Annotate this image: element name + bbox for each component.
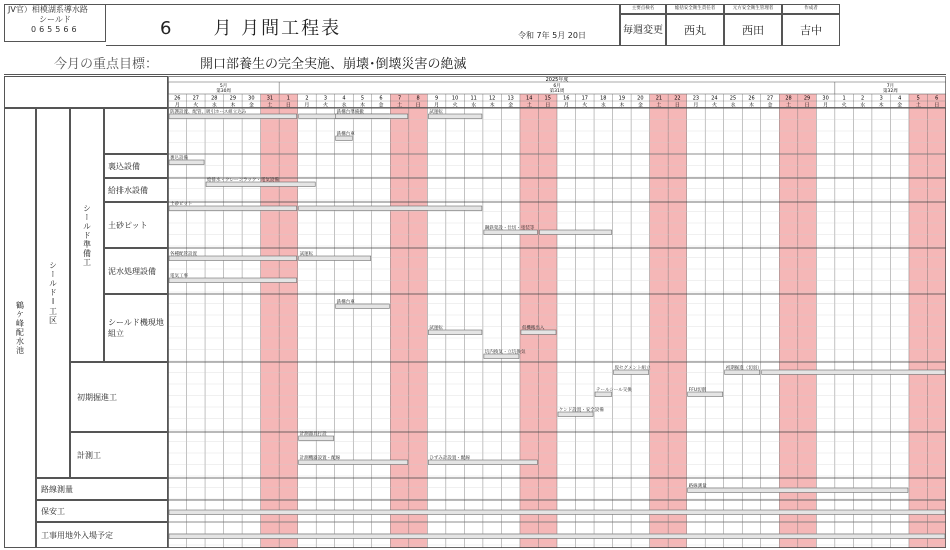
- project-line: シールド: [39, 15, 71, 24]
- weekday-label: 火: [193, 102, 199, 109]
- weekday-label: 月: [693, 102, 699, 109]
- weekday-label: 日: [674, 102, 680, 109]
- weekday-label: 日: [934, 102, 940, 109]
- holiday-column: [409, 94, 428, 548]
- weekday-label: 土: [915, 102, 921, 109]
- month-label: 6月: [553, 84, 561, 89]
- week-label: 第30周: [216, 89, 231, 94]
- weekday-label: 水: [341, 102, 347, 109]
- day-number: 5: [360, 95, 365, 102]
- weekday-label: 日: [545, 102, 551, 109]
- row-label: 初期掘進工: [70, 362, 168, 432]
- weekday-label: 月: [434, 102, 440, 109]
- task-label: FFU切削: [688, 388, 707, 393]
- weekday-label: 日: [285, 102, 291, 109]
- day-number: 22: [674, 95, 681, 102]
- row-label: シールド機現地組立: [104, 294, 168, 362]
- task-label: 鉄構台準備撤: [336, 110, 364, 115]
- task-label: 給排水・クレーンラック・電気設備: [207, 178, 279, 183]
- row-label: 給排水設備: [104, 178, 168, 202]
- weekday-label: 金: [767, 102, 773, 109]
- day-number: 21: [655, 95, 663, 102]
- weekday-label: 木: [489, 102, 495, 109]
- sig-label: 総括安全衛生責任者: [666, 4, 724, 14]
- weekday-label: 火: [452, 102, 458, 109]
- task-label: 仮機搬出入: [521, 326, 545, 331]
- weekday-label: 木: [619, 102, 625, 109]
- task-label: 鉄構台車: [336, 300, 355, 305]
- row-label: 裏込設備: [104, 154, 168, 178]
- weekday-label: 月: [563, 102, 569, 109]
- weekday-label: 土: [397, 102, 403, 109]
- weekday-label: 木: [359, 102, 366, 109]
- weekday-label: 土: [526, 102, 532, 109]
- weekday-label: 月: [304, 102, 310, 109]
- sig-value: 西田: [724, 14, 782, 46]
- weekday-label: 日: [415, 102, 421, 109]
- row-label: 泥水処理設備: [104, 248, 168, 294]
- goal-row: [4, 46, 946, 75]
- task-bar: [539, 230, 611, 235]
- holiday-column: [927, 94, 946, 548]
- weekday-label: 木: [878, 102, 884, 109]
- corner-cell: [4, 76, 168, 108]
- task-label: テールシール交換: [596, 388, 632, 393]
- task-bar: [169, 278, 297, 283]
- day-number: 27: [766, 95, 774, 102]
- day-number: 7: [397, 95, 402, 102]
- day-number: 28: [785, 95, 792, 102]
- row-label: 路線測量: [36, 478, 168, 500]
- day-number: 17: [581, 95, 588, 102]
- weekday-label: 水: [600, 102, 606, 109]
- prep-top-blank: [104, 108, 168, 154]
- holiday-column: [779, 94, 798, 548]
- left-labels: [4, 108, 168, 548]
- day-number: 26: [748, 95, 755, 102]
- holiday-column: [279, 94, 298, 548]
- sig-value: 吉中: [782, 14, 840, 46]
- weekday-label: 火: [322, 102, 328, 109]
- weekday-label: 日: [804, 102, 810, 109]
- task-label: 坑内換気・立坑換気: [484, 350, 526, 355]
- project-info: [4, 4, 106, 42]
- weekday-label: 火: [711, 102, 717, 109]
- day-number: 6: [935, 95, 939, 102]
- day-number: 1: [842, 95, 846, 102]
- holiday-column: [520, 94, 539, 548]
- task-bar: [762, 370, 945, 375]
- day-number: 28: [211, 95, 218, 102]
- day-number: 15: [544, 95, 551, 102]
- weekday-label: 金: [897, 102, 903, 109]
- project-line: 065566: [31, 25, 80, 34]
- weekday-label: 金: [508, 102, 514, 109]
- goal-text: 開口部養生の完全実施、崩壊･倒壊災害の絶滅: [200, 57, 467, 72]
- task-label: 試運転: [299, 252, 314, 257]
- day-number: 12: [488, 95, 496, 102]
- task-label: 鋼鉄架設・仕切・塗装等: [484, 226, 535, 231]
- day-number: 30: [822, 95, 829, 102]
- weekday-label: 木: [230, 102, 236, 109]
- day-number: 29: [803, 95, 811, 102]
- day-number: 10: [451, 95, 459, 102]
- day-number: 31: [266, 95, 274, 102]
- task-label: 計測機器設置・配線: [299, 456, 341, 461]
- task-label: 仮セグメント組立: [614, 366, 651, 371]
- task-bar: [299, 206, 482, 211]
- row-label: 計測工: [70, 432, 168, 478]
- gantt-grid: [168, 76, 946, 548]
- day-number: 26: [174, 95, 181, 102]
- weekday-label: 月: [823, 102, 829, 109]
- row-label: 土砂ピット: [104, 202, 168, 248]
- day-number: 8: [416, 95, 420, 102]
- row-label: 保安工: [36, 500, 168, 522]
- week-label: 第31周: [549, 89, 565, 94]
- task-label: 電気工事: [170, 274, 188, 279]
- task-label: 路線測量: [688, 484, 707, 489]
- task-label: 計測器具打設: [299, 432, 327, 437]
- task-bar: [688, 488, 908, 493]
- day-number: 2: [305, 95, 309, 102]
- row-label: 工事用地外入場予定: [36, 522, 168, 548]
- sig-label: 主要点検名: [620, 4, 666, 14]
- holiday-column: [538, 94, 557, 548]
- month-label: 7月: [886, 84, 895, 89]
- task-label: 土砂ピット: [170, 202, 193, 207]
- weekday-label: 金: [378, 102, 384, 109]
- sig-value: 毎週変更: [620, 14, 666, 46]
- sig-label: 作成者: [782, 4, 840, 14]
- weekday-label: 水: [730, 102, 736, 109]
- sig-label: 元方安全衛生管理者: [724, 4, 782, 14]
- weekday-label: 金: [637, 102, 643, 109]
- site-label: 鶴ケ峰配水池: [4, 108, 36, 548]
- task-label: 裏込設備: [170, 156, 188, 161]
- day-number: 20: [637, 95, 644, 102]
- prep-label: シールド準備工: [70, 108, 104, 362]
- title-text: 月 月間工程表: [213, 18, 342, 39]
- day-number: 30: [248, 95, 255, 102]
- task-label: 各種配管設置: [170, 252, 197, 257]
- year-label: 2025年度: [545, 77, 569, 83]
- section-label: シールドⅠ工区: [36, 108, 70, 478]
- month-label: 5月: [219, 84, 228, 89]
- weekday-label: 金: [248, 102, 254, 109]
- project-line: JV官）相模湖系導水路: [8, 5, 88, 14]
- weekday-label: 火: [582, 102, 588, 109]
- signature-block: [620, 4, 840, 46]
- task-bar: [169, 534, 945, 539]
- day-number: 1: [286, 95, 290, 102]
- day-number: 3: [323, 95, 328, 102]
- day-number: 16: [563, 95, 570, 102]
- page-title: [160, 14, 341, 40]
- day-number: 27: [192, 95, 199, 102]
- holiday-column: [798, 94, 817, 548]
- day-number: 4: [342, 95, 346, 102]
- day-number: 24: [711, 95, 718, 102]
- day-number: 18: [600, 95, 607, 102]
- sig-value: 西丸: [666, 14, 724, 46]
- day-number: 11: [470, 95, 477, 102]
- task-label: 防護設置、配管、吸引ホース組立込み: [170, 110, 247, 115]
- day-number: 5: [916, 95, 920, 102]
- weekday-label: 土: [267, 102, 273, 109]
- day-number: 23: [692, 95, 700, 102]
- day-number: 2: [861, 95, 865, 102]
- weekday-label: 土: [656, 102, 662, 109]
- day-number: 13: [507, 95, 514, 102]
- task-bar: [169, 510, 945, 515]
- day-number: 4: [898, 95, 902, 102]
- weekday-label: 土: [786, 102, 792, 109]
- day-number: 29: [229, 95, 237, 102]
- weekday-label: 木: [748, 102, 755, 109]
- task-label: 初期掘進（切羽）: [725, 366, 762, 371]
- task-label: ひずみ計設置・配線: [429, 456, 470, 461]
- weekday-label: 水: [860, 102, 866, 109]
- task-label: ケンド設置・安全設備: [559, 408, 604, 413]
- holiday-column: [668, 94, 687, 548]
- day-number: 14: [526, 95, 533, 102]
- holiday-column: [650, 94, 669, 548]
- week-label: 第32周: [883, 89, 898, 94]
- holiday-column: [261, 94, 280, 548]
- task-label: 試運転: [429, 110, 443, 115]
- weekday-label: 水: [211, 102, 217, 109]
- issue-date: 令和 7年 5月 20日: [518, 31, 586, 40]
- weekday-label: 火: [841, 102, 847, 109]
- day-number: 6: [379, 95, 383, 102]
- day-number: 9: [435, 95, 439, 102]
- task-label: 試運転: [429, 326, 443, 331]
- goal-label: 今月の重点目標：: [54, 57, 159, 72]
- weekday-label: 水: [471, 102, 477, 109]
- holiday-column: [909, 94, 928, 548]
- holiday-column: [390, 94, 409, 548]
- title-month: 6: [160, 18, 174, 39]
- day-number: 19: [618, 95, 626, 102]
- day-number: 25: [729, 95, 737, 102]
- day-number: 3: [879, 95, 883, 102]
- task-label: 鉄構台車: [336, 132, 355, 137]
- weekday-label: 月: [174, 102, 180, 109]
